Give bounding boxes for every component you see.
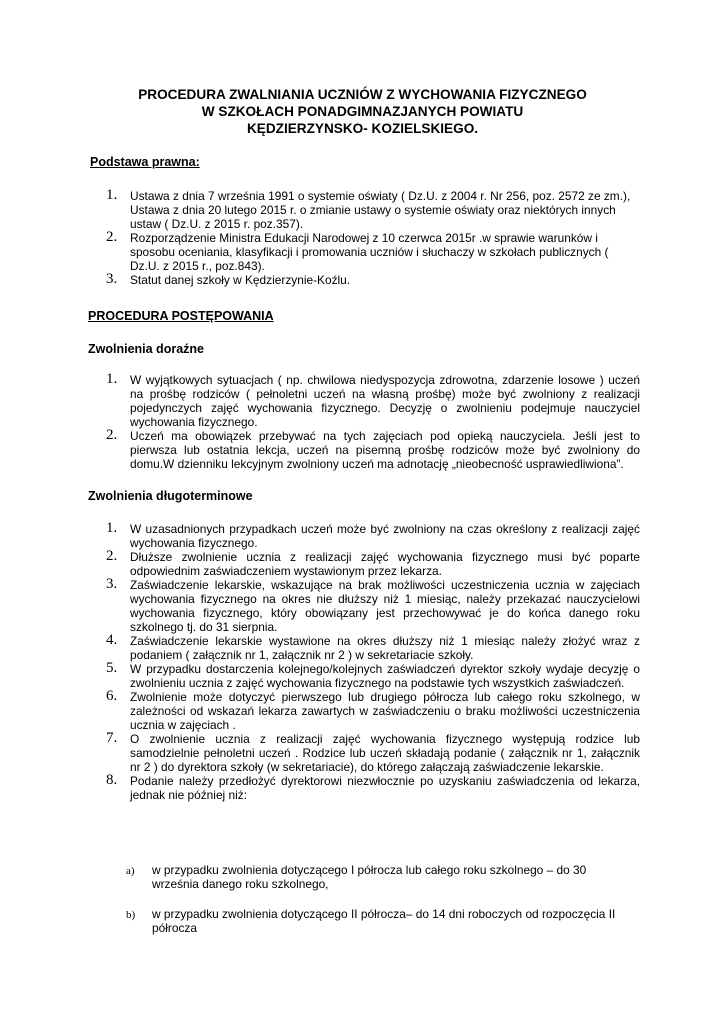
list-item: 3. Zaświadczenie lekarskie, wskazujące na brak możliwości uczestniczenia ucznia w zajęciach wychowania fizycznego na okres nie dłuższy niż 1 miesiąc, należy przekazać nauczycielowi wychowania fizycznego, który obowiązany jest przechowywać je do końca danego roku szkolnego tj. do 31 sierpnia. — [106, 576, 640, 634]
long-term-list — [0, 522, 640, 802]
page-title — [60, 86, 665, 137]
legal-basis-list — [0, 189, 640, 287]
list-item: 6. Zwolnienie może dotyczyć pierwszego lub drugiego półrocza lub całego roku szkolnego, w zależności od wskazań lekarza zawartych w zaświadczeniu o braku możliwości uczestniczenia ucznia w zajęciach . — [106, 688, 640, 732]
list-item: 1. W uzasadnionych przypadkach uczeń może być zwolniony na czas określony z realizacji zajęć wychowania fizycznego. — [106, 520, 640, 550]
list-item: 8. Podanie należy przedłożyć dyrektorowi niezwłocznie po uzyskaniu zaświadczenia od lekarza, jednak nie później niż: — [106, 772, 640, 802]
ad-hoc-list — [0, 373, 640, 471]
list-item: 2. Uczeń ma obowiązek przebywać na tych zajęciach pod opieką nauczyciela. Jeśli jest to pierwsza lub ostatnia lekcja, uczeń na pisemną prośbę rodziców może być zwolniony do domu.W dzienniku lekcyjnym zwolniony uczeń ma adnotację „nieobecność usprawiedliwiona”. — [106, 427, 640, 471]
title-line-3: KĘDZIERZYNSKO- KOZIELSKIEGO. — [246, 121, 479, 136]
procedure-heading: PROCEDURA POSTĘPOWANIA — [88, 309, 274, 323]
long-term-heading: Zwolnienia długoterminowe — [88, 489, 253, 503]
list-item: 2. Dłuższe zwolnienie ucznia z realizacji zajęć wychowania fizycznego musi być poparte odpowiednim zaświadczeniem wystawionym przez lekarza. — [106, 548, 640, 578]
sub-item-a: a) w przypadku zwolnienia dotyczącego I półrocza lub całego roku szkolnego – do 30 września danego roku szkolnego, — [126, 863, 587, 891]
ad-hoc-heading: Zwolnienia doraźne — [88, 342, 204, 356]
sub-item-b: b) w przypadku zwolnienia dotyczącego II półrocza– do 14 dni roboczych od rozpoczęcia II półrocza — [126, 907, 616, 935]
list-item: 1. Ustawa z dnia 7 września 1991 o systemie oświaty ( Dz.U. z 2004 r. Nr 256, poz. 2572 ze zm.), Ustawa z dnia 20 lutego 2015 r. o zmianie ustawy o systemie oświaty oraz niektórych innych ustaw ( Dz.U. z 2015 r. poz.357). — [106, 187, 631, 231]
legal-basis-heading: Podstawa prawna: — [90, 155, 200, 169]
list-item: 7. O zwolnienie ucznia z realizacji zajęć wychowania fizycznego występują rodzice lub samodzielnie pełnoletni uczeń . Rodzice lub uczeń składają podanie ( załącznik nr 1, załącznik nr 2 ) do dyrektora szkoły (w sekretariacie), do którego załączają zaświadczenie lekarskie. — [106, 730, 640, 774]
title-line-1: PROCEDURA ZWALNIANIA UCZNIÓW Z WYCHOWANIA FIZYCZNEGO — [138, 87, 587, 102]
list-item: 2. Rozporządzenie Ministra Edukacji Narodowej z 10 czerwca 2015r .w sprawie warunków i sposobu oceniania, klasyfikacji i promowania uczniów i słuchaczy w szkołach publicznych ( Dz.U. z 2015 r., poz.843). — [106, 229, 609, 273]
list-item: 4. Zaświadczenie lekarskie wystawione na okres dłuższy niż 1 miesiąc należy złożyć wraz z podaniem ( załącznik nr 1, załącznik nr 2 ) w sekretariacie szkoły. — [106, 632, 640, 662]
list-item: 3. Statut danej szkoły w Kędzierzynie-Koźlu. — [106, 271, 351, 287]
list-item: 5. W przypadku dostarczenia kolejnego/kolejnych zaświadczeń dyrektor szkoły wydaje decyzję o zwolnieniu ucznia z zajęć wychowania fizycznego na podstawie tych wszystkich zaświadczeń. — [106, 660, 640, 690]
title-line-2: W SZKOŁACH PONADGIMNAZJANYCH POWIATU — [201, 104, 524, 119]
list-item: 1. W wyjątkowych sytuacjach ( np. chwilowa niedyspozycja zdrowotna, zdarzenie losowe ) uczeń na prośbę rodziców ( pełnoletni uczeń na własną prośbę) może być zwolniony z realizacji pojedynczych zajęć wychowania fizycznego. Decyzję o zwolnieniu podejmuje nauczyciel wychowania fizycznego. — [106, 371, 640, 429]
